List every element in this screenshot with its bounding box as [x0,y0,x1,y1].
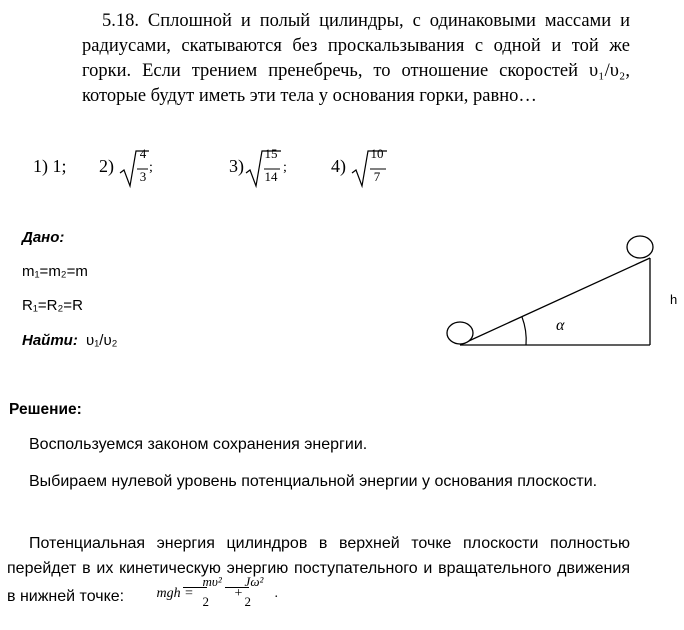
find-value: υ₁/υ₂ [86,332,118,349]
angle-alpha-label: α [556,317,565,334]
fraction-denominator: 3 [139,169,147,184]
solution-paragraph-1: Воспользуемся законом сохранения энергии. [29,436,368,453]
solution-title: Решение: [9,401,82,418]
fraction-numerator: 15 [264,146,278,161]
energy-formula [129,574,279,609]
problem-text: 5.18. Сплошной и полый цилиндры, с одинаковыми массами и радиусами, скатываются без проскальзывания с одной и той же горки. Если трением пренебречь, то отношение скоростей υ₁/υ₂, которые будут иметь эти тела у основания горки, равно… [82,11,630,106]
answer-label: 3) [229,156,244,176]
answer-option-1 [33,144,93,194]
fraction-denominator: 7 [373,169,381,184]
fraction-numerator: 4 [139,146,147,161]
given-title: Дано: [22,229,65,246]
formula-lhs: mgh = [156,586,194,601]
given-radius: R₁=R₂=R [22,297,83,314]
fraction-bar-2 [225,587,249,588]
answer-option-2 [99,144,189,194]
solution-paragraph-3 [7,531,630,609]
formula-num-1: mυ² [202,574,222,589]
given-mass: m₁=m₂=m [22,263,88,280]
find-row [22,332,117,349]
answer-option-4 [331,144,411,194]
answer-label: 1) 1; [33,156,67,176]
find-label: Найти: [22,332,78,349]
plane-slope [460,258,650,345]
answer-suffix: ; [149,160,153,175]
formula-num-2: Jω² [244,574,264,589]
answer-label: 2) [99,156,114,176]
height-label: h [670,292,678,307]
answer-label: 4) [331,156,346,176]
solution-paragraph-3-text: Потенциальная энергия цилиндров в верхней точке плоскости полностью перейдет в их кинетическую энергию поступательного и вращательного движения в нижней точке: [7,535,630,605]
formula-den-1: 2 [202,594,210,609]
inclined-plane-diagram [440,225,680,355]
cylinder-bottom [447,322,473,344]
answer-option-3 [229,144,329,194]
solution-paragraph-2: Выбираем нулевой уровень потенциальной энергии у основания плоскости. [29,473,598,490]
fraction-bar-1 [183,587,207,588]
fraction-denominator: 14 [264,169,278,184]
angle-arc [522,317,526,345]
answer-options [33,144,413,194]
formula-end: . [274,586,279,601]
formula-den-2: 2 [244,594,252,609]
cylinder-top [627,236,653,258]
fraction-numerator: 10 [370,146,384,161]
formula-plus: + [234,586,243,601]
answer-suffix: ; [283,160,287,175]
